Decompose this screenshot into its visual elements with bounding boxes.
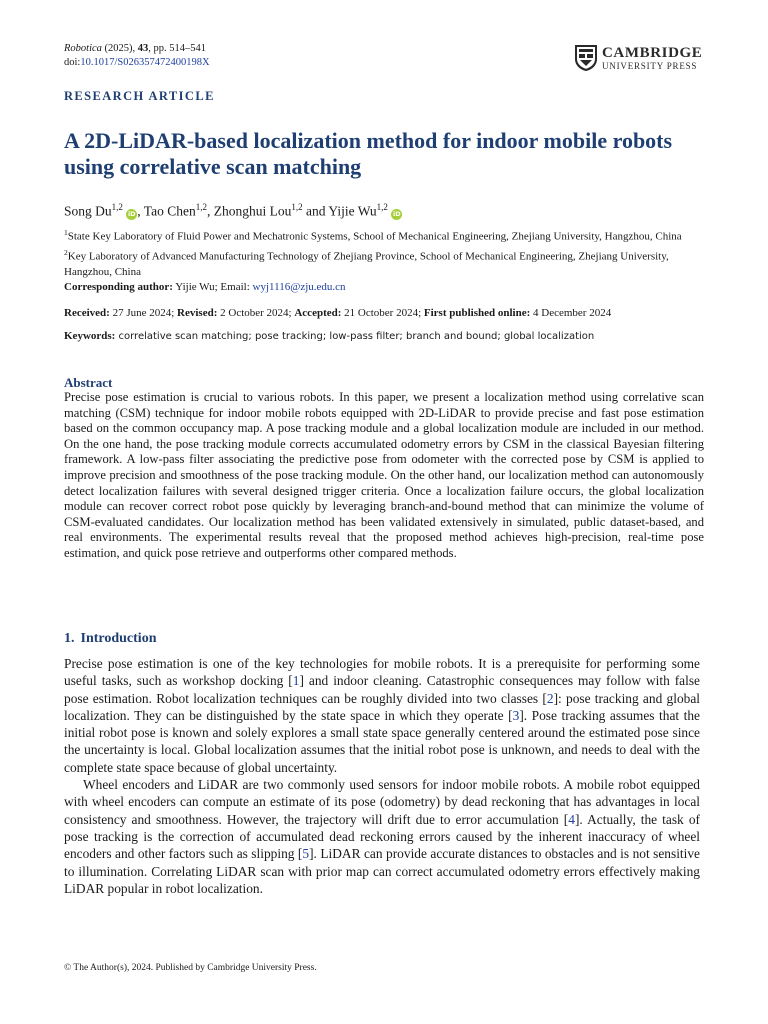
revised-date: 2 October 2024; — [217, 307, 295, 319]
publisher-name: CAMBRIDGE — [602, 45, 703, 61]
journal-name: Robotica — [64, 43, 102, 54]
affiliation-1-sup: 1 — [64, 228, 68, 237]
keywords-list: correlative scan matching; pose tracking; low-pass filter; branch and bound; global localization — [115, 331, 595, 342]
paragraph-text: ] and indoor cleaning. Catastrophic consequences may follow with false pose estimation. Robot localization techniques can be roughly divided into two classes [ — [64, 673, 700, 706]
corresponding-author — [64, 280, 694, 295]
email-link[interactable]: wyj1116@zju.edu.cn — [252, 280, 346, 293]
corresponding-text: Yijie Wu; Email: — [172, 280, 253, 293]
author-list — [64, 198, 402, 221]
received-label: Received: — [64, 307, 110, 319]
citation-link[interactable]: 5 — [302, 846, 310, 862]
abstract-text: Precise pose estimation is crucial to various robots. In this paper, we present a localization method using correlative scan matching (CSM) technique for indoor mobile robots equipped with 2D-LiDAR to provide precise and fast pose estimation based on the common occupancy map. A pose tracking module and a global localization module are included in our method. On the one hand, the pose tracking module corrects accumulated odometry errors by CSM in the classical Bayesian filtering framework. A low-pass filter associating the predictive pose from odometer with the corrected pose by CSM is applied to improve precision and smoothness of the pose tracking module. On the other hand, our localization method can autonomously detect localization failures with several designed trigger criteria. Once a localization failure occurs, the global localization module can recover correct robot pose quickly by leveraging branch-and-bound method that can minimize the volume of CSM-evaluated candidates. Our localization method has been validated extensively in simulated, public dataset-based, and real environments. The experimental results reveal that the proposed method achieves high-precision, real-time pose estimation, and quick pose retrieve and outperforms other compared methods. — [64, 390, 704, 560]
article-type: RESEARCH ARTICLE — [64, 89, 215, 103]
citation-link[interactable]: 3 — [512, 707, 520, 723]
abstract-heading: Abstract — [64, 375, 113, 390]
abstract-body — [64, 390, 704, 562]
doi-prefix: doi: — [64, 57, 81, 68]
journal-reference — [64, 42, 210, 70]
affiliation-2 — [64, 245, 694, 280]
publisher-subname: UNIVERSITY PRESS — [602, 61, 698, 71]
orcid-icon[interactable]: iD — [127, 209, 136, 218]
paragraph-text: Precise pose estimation is one of the key technologies for mobile robots. It is a prerequisite for performing some useful tasks, such as workshop docking [ — [64, 656, 700, 689]
accepted-date: 21 October 2024; — [341, 307, 424, 319]
affiliation-2-sup: 2 — [64, 247, 68, 257]
author-name: Song Du — [64, 203, 112, 219]
copyright-footer: © The Author(s), 2024. Published by Cambridge University Press. — [64, 963, 317, 973]
received-date: 27 June 2024; — [109, 307, 178, 319]
paragraph-text: ]. Actually, the task of pose tracking is the correction of accumulated dead reckoning errors caused by the inherent inaccuracy of wheel encoders and other factors such as slipping [ — [64, 811, 700, 862]
affiliation-1 — [64, 225, 694, 245]
author-separator: and — [302, 203, 329, 219]
revised-label: Revised: — [177, 307, 218, 319]
published-date: 4 December 2024 — [530, 307, 612, 319]
author-name: Yijie Wu — [328, 203, 377, 219]
crest-icon — [574, 44, 598, 72]
affiliations — [64, 225, 694, 295]
author-affiliation-sup: 1,2 — [195, 202, 207, 212]
citation-link[interactable]: 4 — [568, 811, 575, 827]
publication-dates — [64, 306, 704, 321]
author-name: Zhonghui Lou — [213, 203, 292, 219]
section-title: Introduction — [80, 631, 157, 646]
paper-title: A 2D-LiDAR-based localization method for indoor mobile robots using correlative scan matching — [64, 128, 673, 179]
author-affiliation-sup: 1,2 — [111, 202, 123, 212]
journal-year: (2025), — [101, 43, 138, 54]
paragraph-text: Wheel encoders and LiDAR are two commonly used sensors for indoor mobile robots. A mobile robot equipped with wheel encoders can compute an estimate of its pose (odometry) by dead reckoning that has advantages in local consistency and smoothness. However, the trajectory will drift due to error accumulation [ — [64, 777, 700, 827]
corresponding-label: Corresponding author: — [64, 280, 173, 293]
publisher-logo — [574, 44, 704, 74]
doi-link[interactable]: 10.1017/S026357472400198X — [80, 57, 210, 68]
keywords-label: Keywords: — [64, 330, 116, 342]
paragraph-text: ]: pose tracking and global localization. They can be distinguished by the state space in which they operate [ — [64, 690, 700, 723]
author-affiliation-sup: 1,2 — [291, 202, 303, 212]
author-affiliation-sup: 1,2 — [376, 202, 388, 212]
author-separator: , — [206, 203, 214, 219]
citation-link[interactable]: 1 — [292, 673, 300, 689]
paragraph-text: ]. LiDAR can provide accurate distances to obstacles and is not sensitive to illumination. Correlating LiDAR scan with prior map can correct accumulated odometry errors effectively making LiDAR popular in robot localization. — [64, 846, 700, 896]
introduction-body — [64, 655, 700, 897]
journal-pages: , pp. 514–541 — [148, 43, 207, 54]
author-name: Tao Chen — [143, 203, 196, 219]
section-heading-introduction — [64, 631, 156, 647]
intro-paragraph-2 — [64, 776, 700, 897]
keywords — [64, 329, 704, 344]
paragraph-text: ]. Pose tracking assumes that the initial robot pose is known and solely explores a small state space generally centered around the estimated pose since the uncertainty is local. Global localization assumes that the initial robot pose is unknown, and needs to deal with the complete state space because of global uncertainty. — [64, 707, 700, 775]
section-number: 1. — [64, 631, 75, 646]
orcid-icon[interactable]: iD — [392, 209, 401, 218]
published-label: First published online: — [423, 307, 531, 319]
journal-volume: 43 — [137, 43, 149, 54]
citation-link[interactable]: 2 — [546, 690, 554, 706]
author-separator: , — [137, 203, 144, 219]
affiliation-1-text: State Key Laboratory of Fluid Power and Mechatronic Systems, School of Mechanical Engineering, Zhejiang University, Hangzhou, China — [67, 230, 682, 243]
accepted-label: Accepted: — [294, 307, 342, 319]
affiliation-2-text: Key Laboratory of Advanced Manufacturing Technology of Zhejiang Province, School of Mechanical Engineering, Zhejiang University, Hangzhou, China — [64, 250, 669, 278]
intro-paragraph-1 — [64, 655, 700, 776]
